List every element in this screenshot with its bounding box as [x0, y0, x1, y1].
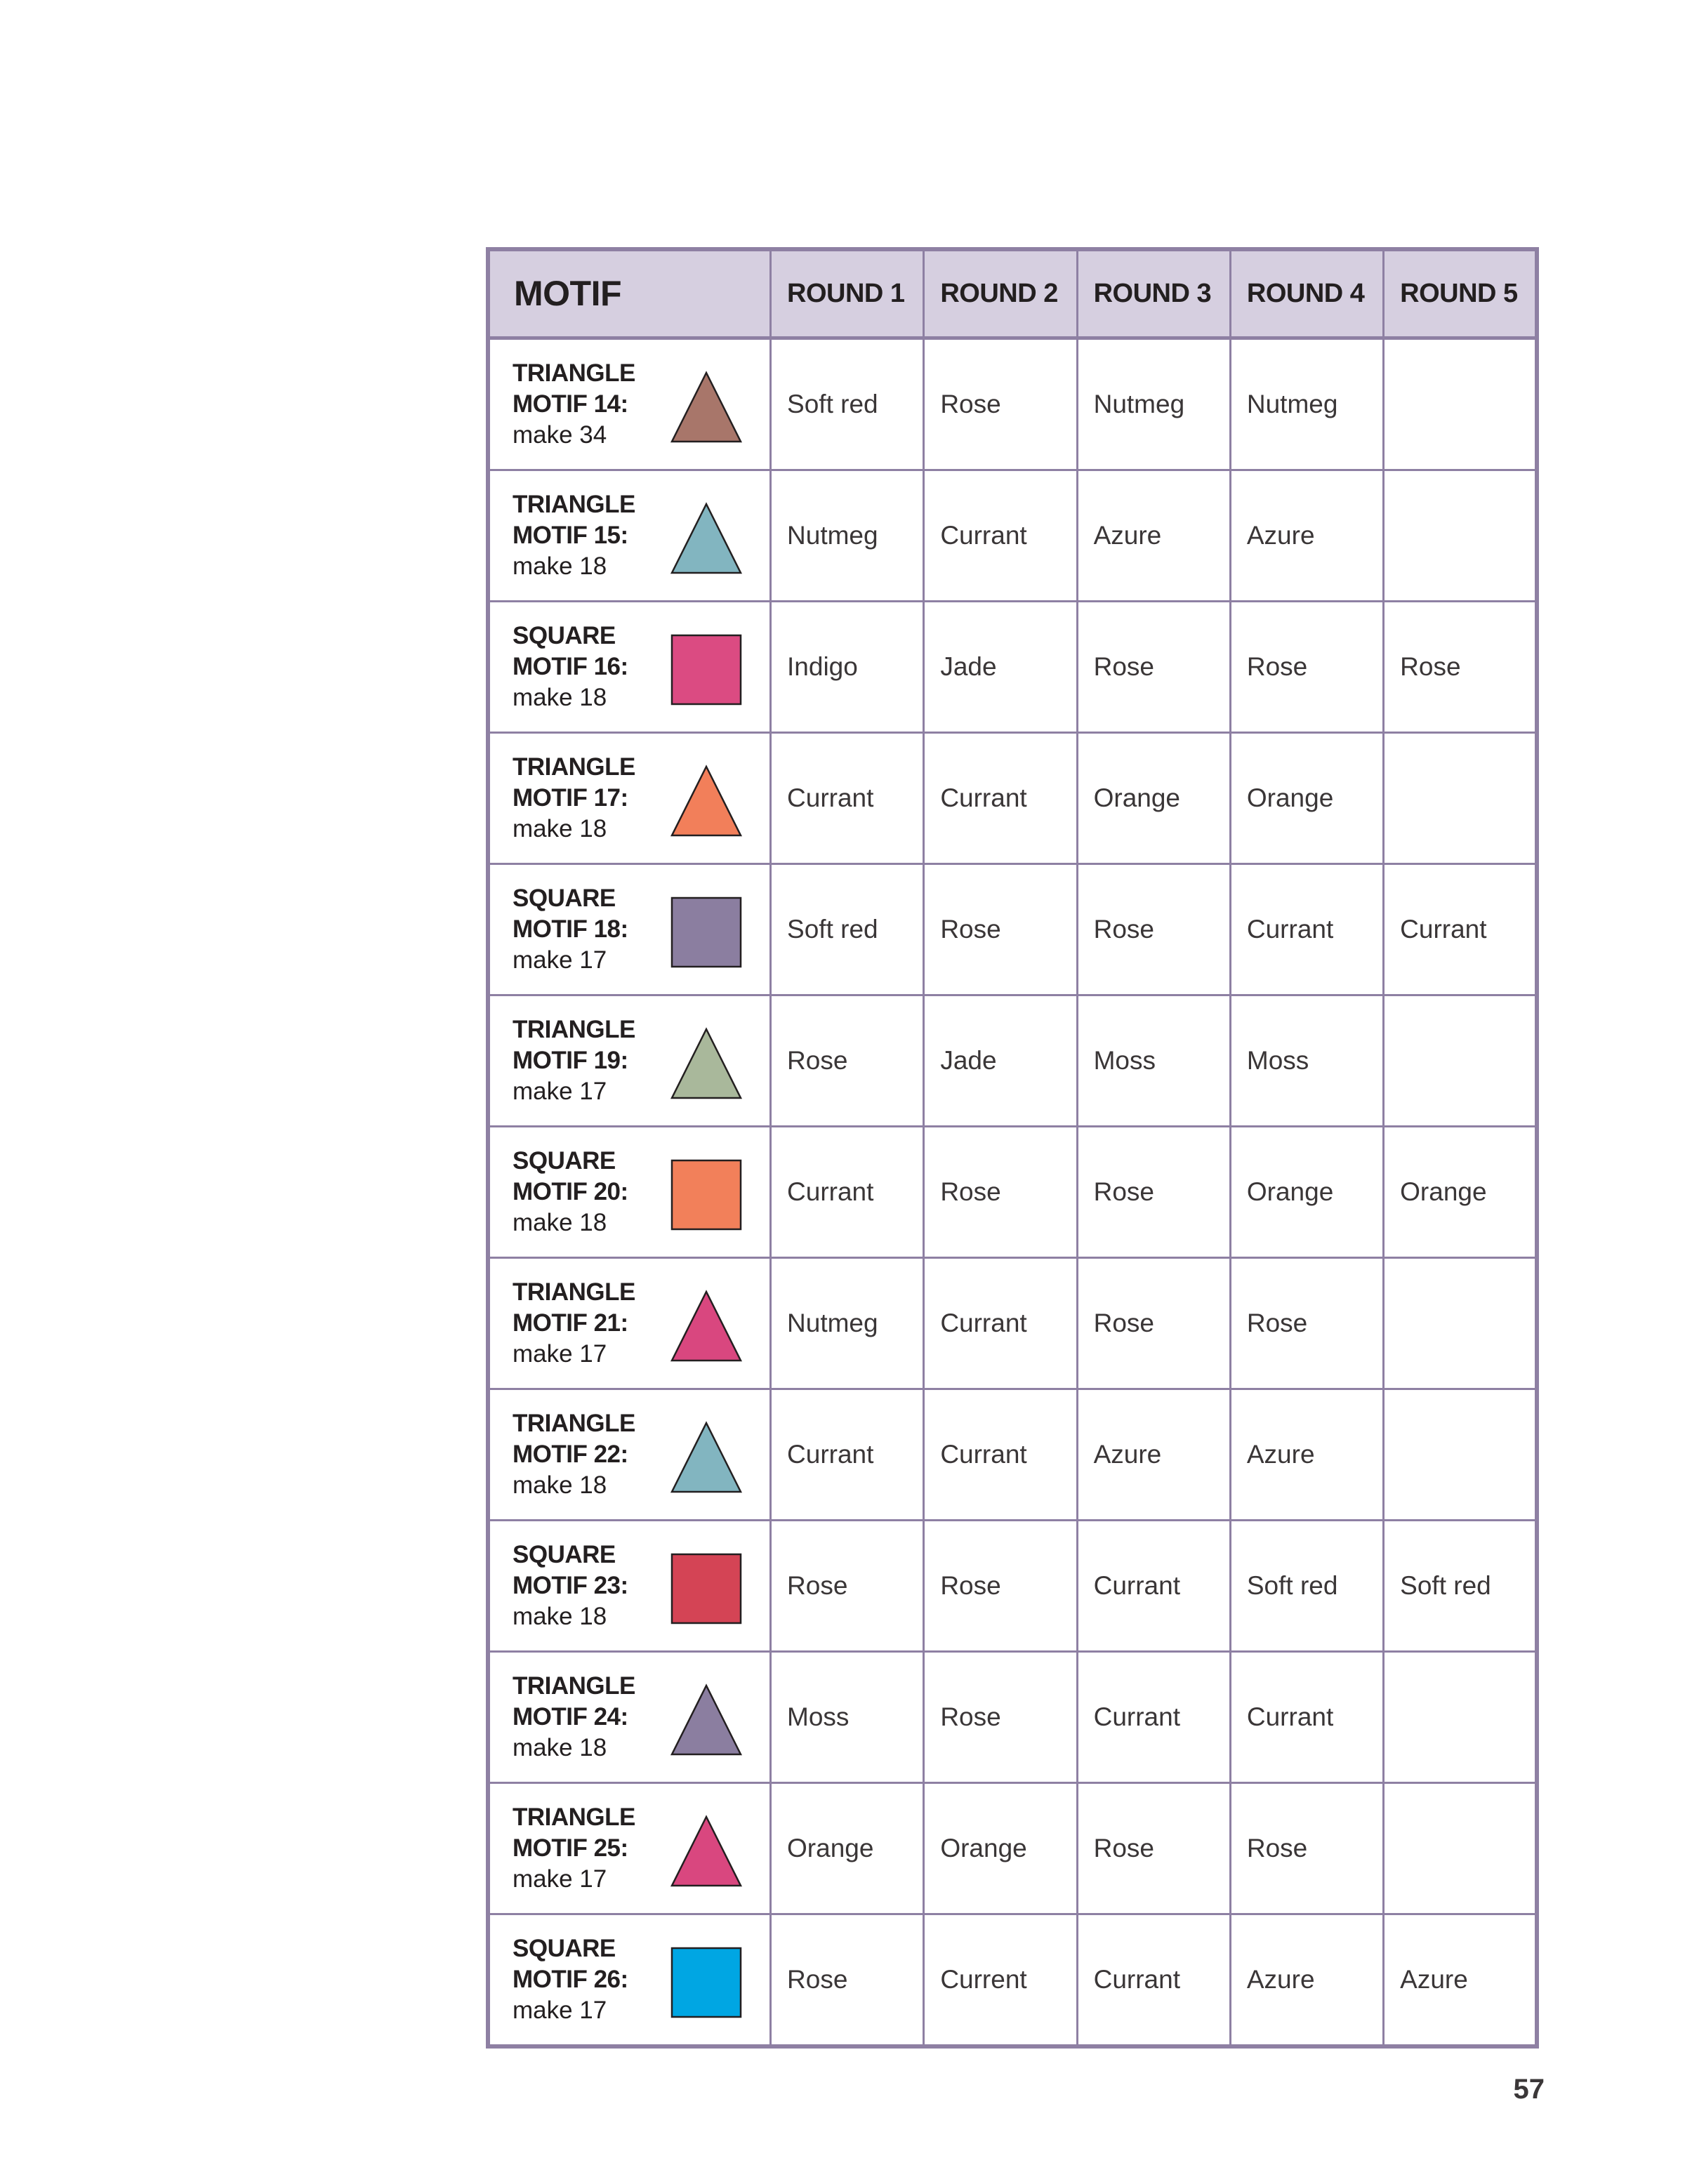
round-2-cell: Currant	[924, 470, 1077, 601]
round-1-cell: Rose	[771, 995, 924, 1126]
motif-cell	[488, 1914, 771, 2046]
round-4-cell: Rose	[1230, 601, 1383, 732]
round-1-cell: Orange	[771, 1782, 924, 1914]
motif-kind: TRIANGLE	[513, 359, 635, 387]
triangle-purple-icon	[670, 1683, 743, 1756]
round-5-cell: Rose	[1384, 601, 1537, 732]
motif-quantity: make 17	[513, 1339, 607, 1368]
motif-cell	[488, 732, 771, 863]
motif-quantity: make 17	[513, 946, 607, 974]
triangle-sage-icon	[670, 1027, 743, 1100]
table-header-row	[488, 249, 1537, 338]
triangle-blue-icon	[670, 502, 743, 575]
header-motif: MOTIF	[488, 249, 771, 338]
round-3-cell: Rose	[1077, 1782, 1230, 1914]
motif-kind: SQUARE	[513, 1146, 616, 1174]
table-row	[488, 995, 1537, 1126]
header-round-2: ROUND 2	[924, 249, 1077, 338]
round-2-cell: Rose	[924, 338, 1077, 470]
motif-number: MOTIF 20:	[513, 1177, 628, 1205]
motif-quantity: make 34	[513, 421, 607, 449]
motif-number: MOTIF 15:	[513, 521, 628, 549]
round-5-cell	[1384, 470, 1537, 601]
table-row	[488, 863, 1537, 995]
round-3-cell: Rose	[1077, 1257, 1230, 1389]
page-number: 57	[1513, 2074, 1545, 2105]
round-4-cell: Orange	[1230, 1126, 1383, 1257]
table-row	[488, 1782, 1537, 1914]
motif-quantity: make 17	[513, 1996, 607, 2024]
motif-quantity: make 18	[513, 683, 607, 711]
round-5-cell	[1384, 732, 1537, 863]
square-red-icon	[670, 1552, 743, 1625]
round-1-cell: Currant	[771, 1389, 924, 1520]
motif-cell	[488, 1782, 771, 1914]
motif-cell	[488, 863, 771, 995]
table-row	[488, 1389, 1537, 1520]
round-4-cell: Soft red	[1230, 1520, 1383, 1651]
round-1-cell: Soft red	[771, 863, 924, 995]
round-5-cell: Azure	[1384, 1914, 1537, 2046]
round-3-cell: Rose	[1077, 601, 1230, 732]
motif-cell	[488, 338, 771, 470]
motif-cell	[488, 1651, 771, 1782]
round-1-cell: Rose	[771, 1520, 924, 1651]
round-3-cell: Orange	[1077, 732, 1230, 863]
triangle-blue-icon	[670, 1421, 743, 1494]
round-1-cell: Rose	[771, 1914, 924, 2046]
round-1-cell: Nutmeg	[771, 470, 924, 601]
motif-cell	[488, 601, 771, 732]
round-5-cell	[1384, 1782, 1537, 1914]
round-3-cell: Rose	[1077, 863, 1230, 995]
motif-kind: SQUARE	[513, 1540, 616, 1568]
triangle-pink-icon	[670, 1815, 743, 1888]
round-1-cell: Currant	[771, 732, 924, 863]
round-2-cell: Rose	[924, 863, 1077, 995]
motif-kind: TRIANGLE	[513, 1278, 635, 1306]
motif-number: MOTIF 21:	[513, 1309, 628, 1337]
motif-kind: TRIANGLE	[513, 1015, 635, 1043]
table-row	[488, 1257, 1537, 1389]
motif-number: MOTIF 25:	[513, 1834, 628, 1862]
motif-kind: SQUARE	[513, 884, 616, 912]
round-4-cell: Azure	[1230, 470, 1383, 601]
header-round-3: ROUND 3	[1077, 249, 1230, 338]
table-row	[488, 732, 1537, 863]
motif-quantity: make 18	[513, 552, 607, 580]
round-3-cell: Nutmeg	[1077, 338, 1230, 470]
round-3-cell: Azure	[1077, 470, 1230, 601]
motif-kind: TRIANGLE	[513, 1672, 635, 1700]
round-3-cell: Moss	[1077, 995, 1230, 1126]
motif-number: MOTIF 23:	[513, 1571, 628, 1599]
motif-quantity: make 17	[513, 1077, 607, 1105]
round-4-cell: Azure	[1230, 1389, 1383, 1520]
round-2-cell: Rose	[924, 1126, 1077, 1257]
square-pink-icon	[670, 633, 743, 706]
header-round-5: ROUND 5	[1384, 249, 1537, 338]
square-cyan-icon	[670, 1946, 743, 2019]
table-row	[488, 601, 1537, 732]
motif-cell	[488, 470, 771, 601]
round-4-cell: Currant	[1230, 1651, 1383, 1782]
round-4-cell: Azure	[1230, 1914, 1383, 2046]
table-row	[488, 470, 1537, 601]
round-5-cell	[1384, 1651, 1537, 1782]
motif-kind: TRIANGLE	[513, 753, 635, 781]
motif-number: MOTIF 24:	[513, 1702, 628, 1730]
motif-quantity: make 18	[513, 1733, 607, 1761]
motif-cell	[488, 1257, 771, 1389]
round-4-cell: Rose	[1230, 1782, 1383, 1914]
motif-kind: TRIANGLE	[513, 490, 635, 518]
square-purple-icon	[670, 896, 743, 969]
round-3-cell: Rose	[1077, 1126, 1230, 1257]
triangle-brown-icon	[670, 371, 743, 444]
motif-number: MOTIF 18:	[513, 915, 628, 943]
table-row	[488, 1651, 1537, 1782]
round-1-cell: Soft red	[771, 338, 924, 470]
motif-quantity: make 18	[513, 1208, 607, 1236]
round-4-cell: Rose	[1230, 1257, 1383, 1389]
round-3-cell: Azure	[1077, 1389, 1230, 1520]
round-3-cell: Currant	[1077, 1651, 1230, 1782]
round-4-cell: Nutmeg	[1230, 338, 1383, 470]
round-5-cell	[1384, 1257, 1537, 1389]
header-round-1: ROUND 1	[771, 249, 924, 338]
motif-kind: TRIANGLE	[513, 1803, 635, 1831]
round-2-cell: Current	[924, 1914, 1077, 2046]
triangle-pink-icon	[670, 1290, 743, 1363]
table-row	[488, 1520, 1537, 1651]
motif-quantity: make 17	[513, 1865, 607, 1893]
round-2-cell: Rose	[924, 1520, 1077, 1651]
table-body	[488, 338, 1537, 2046]
round-1-cell: Moss	[771, 1651, 924, 1782]
square-orange-icon	[670, 1158, 743, 1231]
round-4-cell: Moss	[1230, 995, 1383, 1126]
motif-quantity: make 18	[513, 1602, 607, 1630]
triangle-orange-icon	[670, 765, 743, 838]
motif-color-table	[486, 247, 1539, 2049]
motif-cell	[488, 995, 771, 1126]
round-5-cell: Orange	[1384, 1126, 1537, 1257]
round-1-cell: Nutmeg	[771, 1257, 924, 1389]
round-1-cell: Indigo	[771, 601, 924, 732]
motif-number: MOTIF 14:	[513, 390, 628, 418]
round-2-cell: Rose	[924, 1651, 1077, 1782]
motif-number: MOTIF 16:	[513, 652, 628, 680]
motif-number: MOTIF 19:	[513, 1046, 628, 1074]
motif-quantity: make 18	[513, 814, 607, 842]
round-5-cell: Soft red	[1384, 1520, 1537, 1651]
header-round-4: ROUND 4	[1230, 249, 1383, 338]
motif-kind: SQUARE	[513, 1934, 616, 1962]
motif-kind: TRIANGLE	[513, 1409, 635, 1437]
table-row	[488, 1126, 1537, 1257]
round-2-cell: Jade	[924, 601, 1077, 732]
round-2-cell: Currant	[924, 1257, 1077, 1389]
motif-cell	[488, 1126, 771, 1257]
round-2-cell: Orange	[924, 1782, 1077, 1914]
round-4-cell: Currant	[1230, 863, 1383, 995]
motif-number: MOTIF 22:	[513, 1440, 628, 1468]
motif-cell	[488, 1389, 771, 1520]
motif-number: MOTIF 17:	[513, 783, 628, 812]
round-2-cell: Jade	[924, 995, 1077, 1126]
round-5-cell: Currant	[1384, 863, 1537, 995]
round-3-cell: Currant	[1077, 1520, 1230, 1651]
round-2-cell: Currant	[924, 1389, 1077, 1520]
motif-kind: SQUARE	[513, 621, 616, 649]
table-row	[488, 1914, 1537, 2046]
table-row	[488, 338, 1537, 470]
round-1-cell: Currant	[771, 1126, 924, 1257]
round-5-cell	[1384, 338, 1537, 470]
round-2-cell: Currant	[924, 732, 1077, 863]
round-4-cell: Orange	[1230, 732, 1383, 863]
round-3-cell: Currant	[1077, 1914, 1230, 2046]
motif-cell	[488, 1520, 771, 1651]
motif-number: MOTIF 26:	[513, 1965, 628, 1993]
round-5-cell	[1384, 995, 1537, 1126]
motif-quantity: make 18	[513, 1471, 607, 1499]
round-5-cell	[1384, 1389, 1537, 1520]
